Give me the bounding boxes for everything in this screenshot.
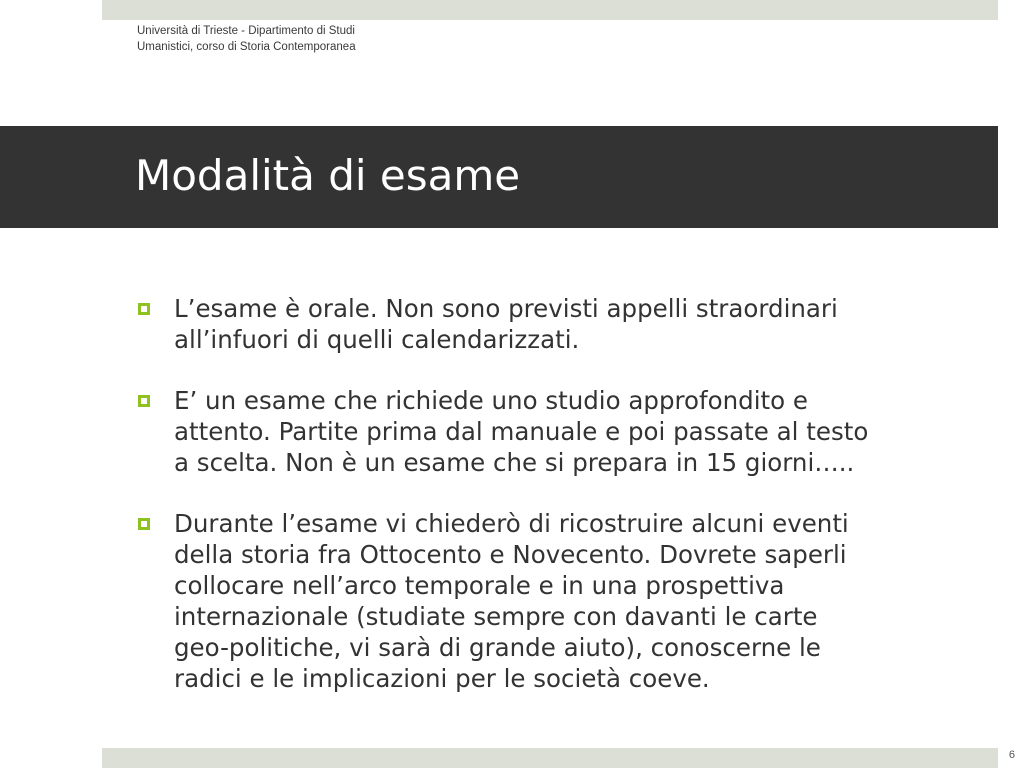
- bullet-text-line: geo-politiche, vi sarà di grande aiuto), conoscerne le: [174, 633, 821, 662]
- course-header: [137, 23, 497, 55]
- bullet-text-line: attento. Partite prima dal manuale e poi passate al testo: [174, 417, 869, 446]
- bullet-text-line: collocare nell’arco temporale e in una prospettiva: [174, 571, 785, 600]
- bullet-text-line: internazionale (studiate sempre con davanti le carte: [174, 602, 818, 631]
- bullet-text-line: della storia fra Ottocento e Novecento. Dovrete saperli: [174, 540, 847, 569]
- page-number: 6: [1008, 749, 1015, 761]
- top-decorative-band: [102, 0, 998, 20]
- header-line-course: Umanistici, corso di Storia Contemporanea: [137, 41, 356, 53]
- header-line-university: Università di Trieste - Dipartimento di Studi: [137, 25, 355, 37]
- bullet-text-line: L’esame è orale. Non sono previsti appelli straordinari: [174, 294, 838, 323]
- bullet-item: [136, 508, 966, 694]
- bullet-list: [136, 293, 966, 724]
- bullet-text-line: Durante l’esame vi chiederò di ricostruire alcuni eventi: [174, 509, 849, 538]
- square-bullet-icon: [138, 303, 150, 315]
- bullet-item: [136, 293, 966, 355]
- bullet-text-line: a scelta. Non è un esame che si prepara in 15 giorni…..: [174, 448, 855, 477]
- bullet-text-line: E’ un esame che richiede uno studio approfondito e: [174, 386, 808, 415]
- square-bullet-icon: [138, 395, 150, 407]
- slide-title: Modalità di esame: [135, 151, 521, 200]
- bullet-item: [136, 385, 966, 478]
- bottom-decorative-band: [102, 748, 998, 768]
- square-bullet-icon: [138, 518, 150, 530]
- bullet-text-line: radici e le implicazioni per le società coeve.: [174, 664, 710, 693]
- bullet-text-line: all’infuori di quelli calendarizzati.: [174, 325, 580, 354]
